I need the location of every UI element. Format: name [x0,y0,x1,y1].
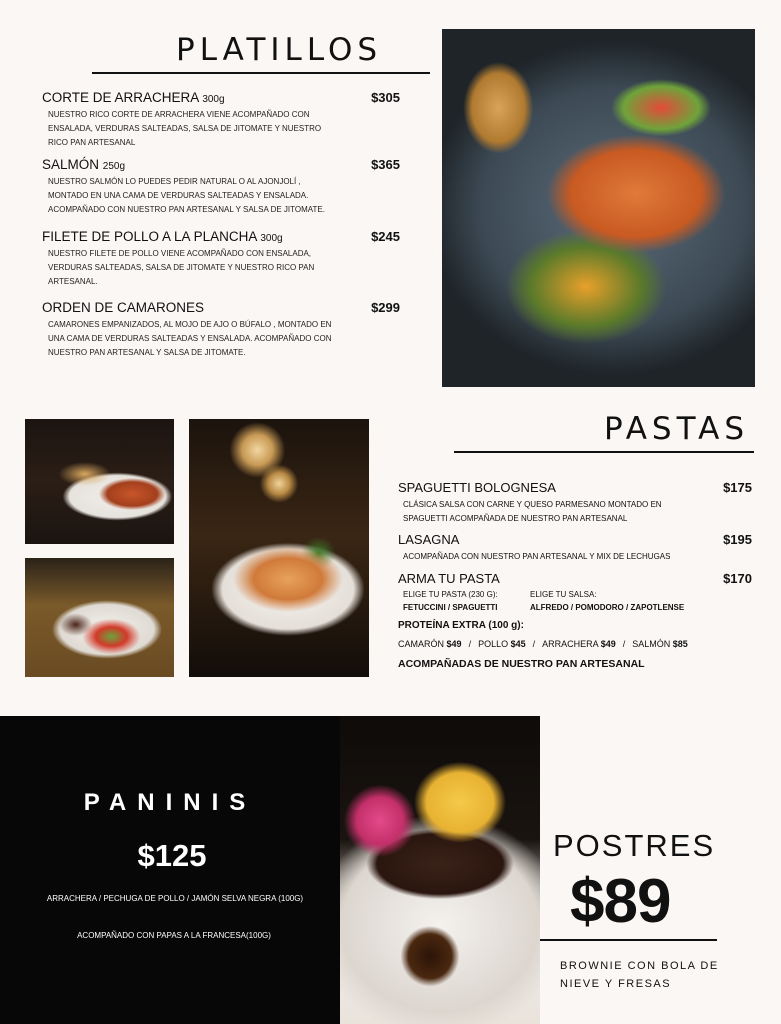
dish-description: NUESTRO FILETE DE POLLO VIENE ACOMPAÑADO CON ENSALADA, VERDURAS SALTEADAS, SALSA DE JITOMATE Y NUESTRO RICO PAN ARTESANAL. [48,249,315,286]
dish-description: CAMARONES EMPANIZADOS, AL MOJO DE AJO O BÚFALO , MONTADO EN UNA CAMA DE VERDURAS SALTEADAS Y ENSALADA. ACOMPAÑADO CON NUESTRO PAN ARTESANAL Y SALSA DE JITOMATE. [48,320,332,357]
pasta-name: LASAGNA [398,532,460,547]
salmon-dish-photo [442,29,755,387]
pastas-footer-note: ACOMPAÑADAS DE NUESTRO PAN ARTESANAL [398,658,645,670]
dish-price: $365 [371,157,400,172]
brownie-photo [340,716,540,1024]
shrimp-dish-photo [189,419,369,677]
dish-item [42,300,400,360]
postres-description: BROWNIE CON BOLA DE NIEVE Y FRESAS [560,960,719,990]
dish-item [42,229,400,289]
pastas-heading: PASTAS [604,411,750,447]
pastas-divider [454,451,754,453]
paninis-heading: PANINIS [83,789,257,816]
paninis-options: ARRACHERA / PECHUGA DE POLLO / JAMÓN SELVA NEGRA (100G) [46,894,304,903]
dish-description: NUESTRO RICO CORTE DE ARRACHERA VIENE ACOMPAÑADO CON ENSALADA, VERDURAS SALTEADAS, SALSA DE JITOMATE Y NUESTRO RICO PAN ARTESANAL [48,110,322,147]
dish-name: ORDEN DE CAMARONES [42,300,205,315]
platillos-divider [92,72,430,74]
pasta-name: SPAGUETTI BOLOGNESA [398,480,556,495]
pasta-name: ARMA TU PASTA [398,571,500,586]
dish-item [42,90,400,150]
dish-name: SALMÓN 250g [42,157,126,172]
postres-heading: POSTRES [553,828,716,863]
chicken-salad-photo [25,558,174,677]
pasta-price: $195 [723,532,752,547]
spaghetti-photo [25,419,174,544]
proteina-item: CAMARÓN $49 [398,639,462,649]
postres-price: $89 [570,867,671,936]
salsa-choice: ELIGE TU SALSA: ALFREDO / POMODORO / ZAPOTLENSE [530,590,685,612]
dish-price: $245 [371,229,400,244]
pasta-item [398,480,752,526]
proteina-extra-list: CAMARÓN $49 / POLLO $45 / ARRACHERA $49 / SALMÓN $85 [398,639,688,649]
pasta-description: ACOMPAÑADA CON NUESTRO PAN ARTESANAL Y MIX DE LECHUGAS [403,552,671,561]
pasta-item [398,532,752,564]
pasta-price: $170 [723,571,752,586]
pasta-description: CLÁSICA SALSA CON CARNE Y QUESO PARMESANO MONTADO EN SPAGUETTI ACOMPAÑADA DE NUESTRO PAN ARTESANAL [403,500,662,523]
pasta-choice: ELIGE TU PASTA (230 G): FETUCCINI / SPAGUETTI [403,590,498,612]
platillos-heading: PLATILLOS [176,32,383,68]
paninis-price: $125 [137,838,207,873]
pasta-price: $175 [723,480,752,495]
proteina-item: ARRACHERA $49 [542,639,616,649]
postres-divider [540,939,717,941]
dish-item [42,157,400,217]
dish-description: NUESTRO SALMÓN LO PUEDES PEDIR NATURAL O AL AJONJOLÍ , MONTADO EN UNA CAMA DE VERDURAS SALTEADAS Y ENSALADA. ACOMPAÑADO CON NUESTRO PAN ARTESANAL Y SALSA DE JITOMATE. [48,177,325,214]
proteina-extra-heading: PROTEÍNA EXTRA (100 g): [398,620,524,631]
proteina-item: POLLO $45 [478,639,526,649]
pasta-item [398,571,752,586]
paninis-side: ACOMPAÑADO CON PAPAS A LA FRANCESA(100G) [77,931,271,940]
proteina-item: SALMÓN $85 [632,639,688,649]
dish-price: $299 [371,300,400,315]
dish-price: $305 [371,90,400,105]
dish-name: CORTE DE ARRACHERA 300g [42,90,225,105]
dish-name: FILETE DE POLLO A LA PLANCHA 300g [42,229,283,244]
